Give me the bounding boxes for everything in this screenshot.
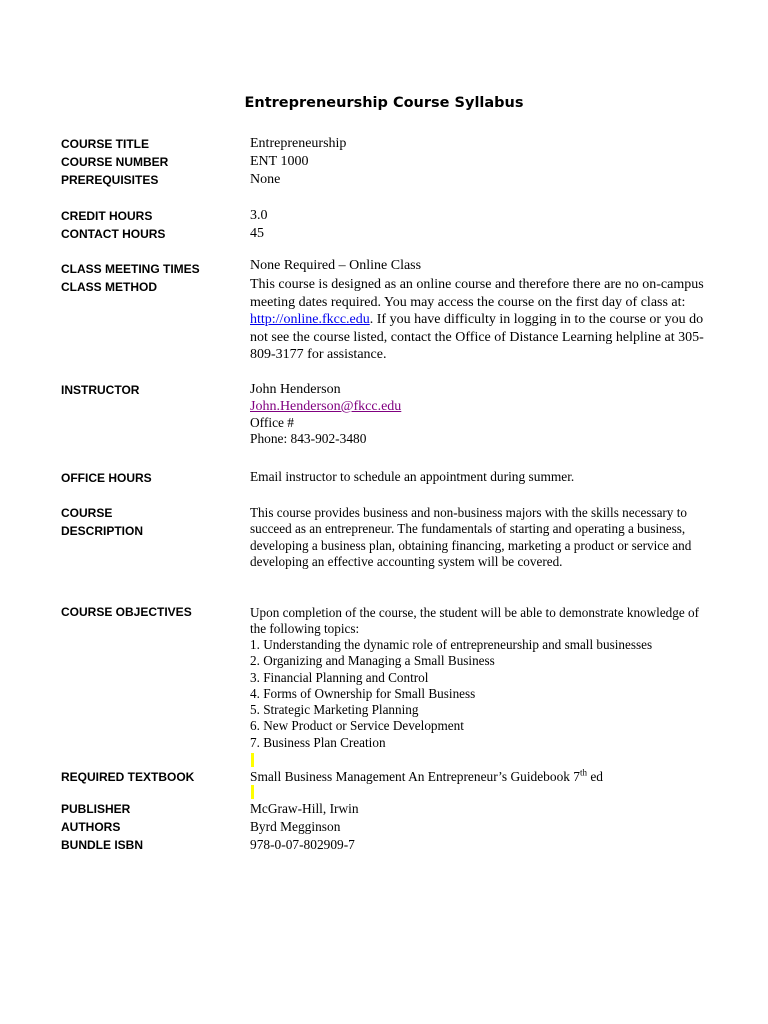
- instructor-name: John Henderson: [250, 382, 341, 397]
- objective-item: 1. Understanding the dynamic role of entrepreneurship and small businesses: [250, 637, 653, 652]
- textbook-edition-sup: th: [580, 767, 588, 778]
- instructor-office: Office #: [250, 415, 294, 430]
- label-publisher: PUBLISHER: [61, 802, 131, 816]
- objective-item: 4. Forms of Ownership for Small Business: [250, 685, 476, 701]
- textbook-edition-suffix: ed: [587, 769, 604, 784]
- label-bundle-isbn: BUNDLE ISBN: [61, 838, 144, 852]
- value-course-number: ENT 1000: [250, 154, 309, 169]
- label-course-number: COURSE NUMBER: [61, 155, 169, 169]
- class-method-text-after: . If you have difficulty in logging in to the course or you do not see the course listed, contact the Office of Distance Learning helpline at 305-809-3177 for assistance.: [250, 312, 704, 363]
- label-course: COURSE: [61, 506, 113, 520]
- label-course-objectives: COURSE OBJECTIVES: [61, 605, 192, 619]
- objectives-intro: Upon completion of the course, the student will be able to demonstrate knowledge of the following topics:: [250, 605, 699, 637]
- value-authors: Byrd Megginson: [250, 819, 341, 834]
- label-authors: AUTHORS: [61, 820, 121, 834]
- highlight-mark: [251, 753, 254, 767]
- value-credit-hours: 3.0: [250, 208, 268, 223]
- objective-item: 2. Organizing and Managing a Small Business: [250, 653, 495, 669]
- label-office-hours: OFFICE HOURS: [61, 471, 152, 485]
- objective-item: 5. Strategic Marketing Planning: [250, 702, 419, 718]
- label-class-meeting-times: CLASS MEETING TIMES: [61, 262, 200, 276]
- label-credit-hours: CREDIT HOURS: [61, 209, 153, 223]
- label-contact-hours: CONTACT HOURS: [61, 227, 166, 241]
- objective-item: 3. Financial Planning and Control: [250, 669, 429, 685]
- online-course-link[interactable]: http://online.fkcc.edu: [250, 312, 370, 328]
- value-course-title: Entrepreneurship: [250, 136, 347, 151]
- page-title: Entrepreneurship Course Syllabus: [244, 95, 524, 111]
- label-instructor: INSTRUCTOR: [61, 383, 140, 397]
- label-course-title: COURSE TITLE: [61, 137, 150, 151]
- value-publisher: McGraw-Hill, Irwin: [250, 801, 359, 816]
- value-contact-hours: 45: [250, 226, 264, 241]
- objective-item: 7. Business Plan Creation: [250, 734, 386, 750]
- required-textbook-text: [250, 769, 603, 785]
- label-class-method: CLASS METHOD: [61, 280, 157, 294]
- textbook-title: Small Business Management An Entrepreneur’s Guidebook 7: [250, 769, 580, 784]
- office-hours-text: Email instructor to schedule an appointment during summer.: [250, 469, 575, 484]
- value-class-meeting-times: None Required – Online Class: [250, 258, 422, 273]
- instructor-email-link[interactable]: John.Henderson@fkcc.edu: [250, 399, 402, 414]
- value-prerequisites: None: [250, 172, 281, 187]
- class-method-text-before: This course is designed as an online course and therefore there are no on-campus meeting dates required. You may access the course on the first day of class at:: [250, 277, 704, 310]
- label-description: DESCRIPTION: [61, 524, 144, 538]
- label-required-textbook: REQUIRED TEXTBOOK: [61, 770, 195, 784]
- class-method-text: [250, 276, 720, 364]
- course-description-text: This course provides business and non-business majors with the skills necessary to succeed as an entrepreneur. The fundamentals of starting and operating a business, developing a business plan, obtaining financing, marketing a product or service and developing an effective accounting system will be covered.: [250, 505, 692, 569]
- value-bundle-isbn: 978-0-07-802909-7: [250, 837, 355, 852]
- objectives-list: [250, 637, 652, 751]
- highlight-mark: [251, 785, 254, 799]
- label-prerequisites: PREREQUISITES: [61, 173, 159, 187]
- objective-item: 6. New Product or Service Development: [250, 718, 464, 734]
- instructor-phone: Phone: 843-902-3480: [250, 431, 367, 446]
